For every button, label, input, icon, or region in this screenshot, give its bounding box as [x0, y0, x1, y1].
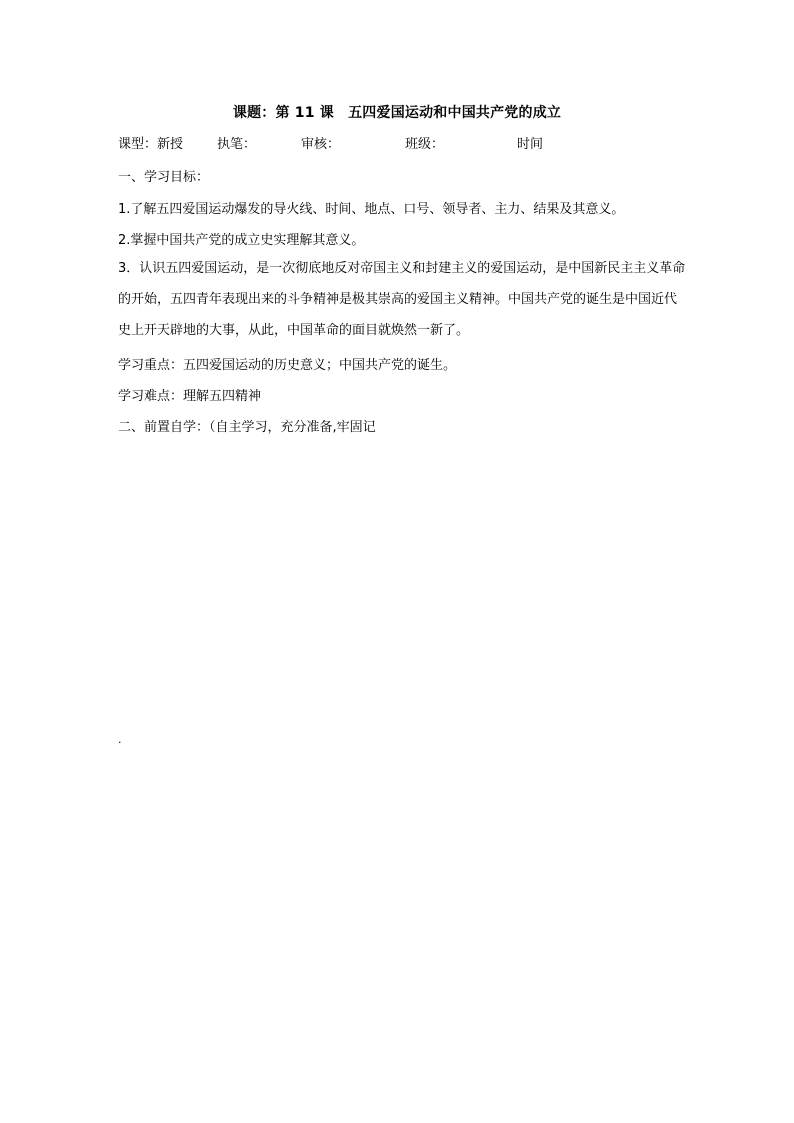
reviewer-field: 审核： [301, 137, 341, 152]
objective-item-3: 3．认识五四爱国运动，是一次彻底地反对帝国主义和封建主义的爱国运动，是中国新民主主义革命的开始，五四青年表现出来的斗争精神是极其崇高的爱国主义精神。中国共产党的诞生是中国近代史上开天辟地的大事，从此，中国革命的面目就焕然一新了。 [118, 261, 686, 338]
time-field: 时间 [517, 137, 544, 152]
lesson-title: 课题：第 11 课 五四爱国运动和中国共产党的成立 [232, 105, 562, 121]
objective-item-1: 1.了解五四爱国运动爆发的导火线、时间、地点、口号、领导者、主力、结果及其意义。 [118, 202, 625, 217]
section-one-heading: 一、学习目标： [118, 170, 210, 185]
lesson-type: 课型：新授 [118, 137, 184, 152]
author-field: 执笔： [217, 137, 257, 152]
footer-mark: . [118, 733, 122, 746]
objective-item-2: 2.掌握中国共产党的成立史实理解其意义。 [118, 233, 365, 248]
difficult-points: 学习难点：理解五四精神 [118, 389, 262, 404]
class-field: 班级： [405, 137, 445, 152]
key-points: 学习重点：五四爱国运动的历史意义；中国共产党的诞生。 [118, 358, 457, 373]
section-two-heading: 二、前置自学：（自主学习，充分准备,牢固记 [118, 420, 376, 435]
